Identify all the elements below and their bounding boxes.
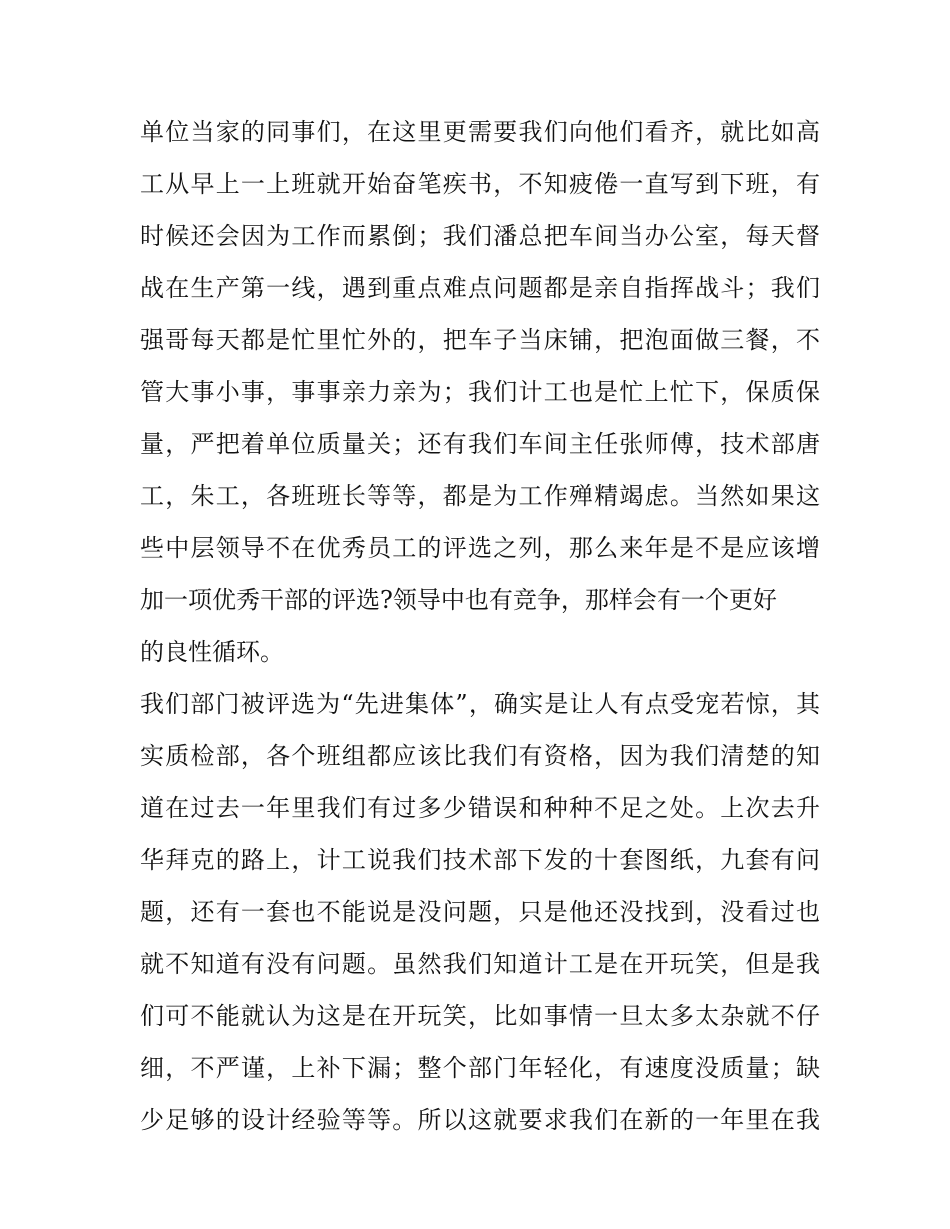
text-line: 工从早上一上班就开始奋笔疾书，不知疲倦一直写到下班，有 [140, 170, 820, 198]
text-line: 加一项优秀干部的评选?领导中也有竞争，那样会有一个更好 [140, 586, 777, 614]
text-line: 强哥每天都是忙里忙外的，把车子当床铺，把泡面做三餐，不 [140, 326, 820, 354]
text-line: 我们部门被评选为“先进集体”，确实是让人有点受宠若惊，其 [140, 690, 820, 718]
text-line: 道在过去一年里我们有过多少错误和种种不足之处。上次去升 [140, 794, 820, 822]
text-line: 管大事小事，事事亲力亲为；我们计工也是忙上忙下，保质保 [140, 378, 820, 406]
paragraph-1 [140, 106, 820, 678]
paragraph-2 [140, 678, 820, 1146]
text-line: 就不知道有没有问题。虽然我们知道计工是在开玩笑，但是我 [140, 950, 820, 978]
text-line: 些中层领导不在优秀员工的评选之列，那么来年是不是应该增 [140, 534, 820, 562]
text-line: 量，严把着单位质量关；还有我们车间主任张师傅，技术部唐 [140, 430, 820, 458]
text-line: 细，不严谨，上补下漏；整个部门年轻化，有速度没质量；缺 [140, 1054, 820, 1082]
text-line: 单位当家的同事们，在这里更需要我们向他们看齐，就比如高 [140, 118, 820, 146]
text-line: 题，还有一套也不能说是没问题，只是他还没找到，没看过也 [140, 898, 820, 926]
text-line: 实质检部，各个班组都应该比我们有资格，因为我们清楚的知 [140, 742, 820, 770]
text-line: 们可不能就认为这是在开玩笑，比如事情一旦太多太杂就不仔 [140, 1002, 820, 1030]
text-line: 时候还会因为工作而累倒；我们潘总把车间当办公室，每天督 [140, 222, 820, 250]
text-line: 工，朱工，各班班长等等，都是为工作殚精竭虑。当然如果这 [140, 482, 820, 510]
text-line: 少足够的设计经验等等。所以这就要求我们在新的一年里在我 [140, 1106, 820, 1134]
body-text [140, 106, 820, 1146]
text-line: 战在生产第一线，遇到重点难点问题都是亲自指挥战斗；我们 [140, 274, 820, 302]
text-line: 的良性循环。 [140, 638, 284, 666]
text-line: 华拜克的路上，计工说我们技术部下发的十套图纸，九套有问 [140, 846, 820, 874]
